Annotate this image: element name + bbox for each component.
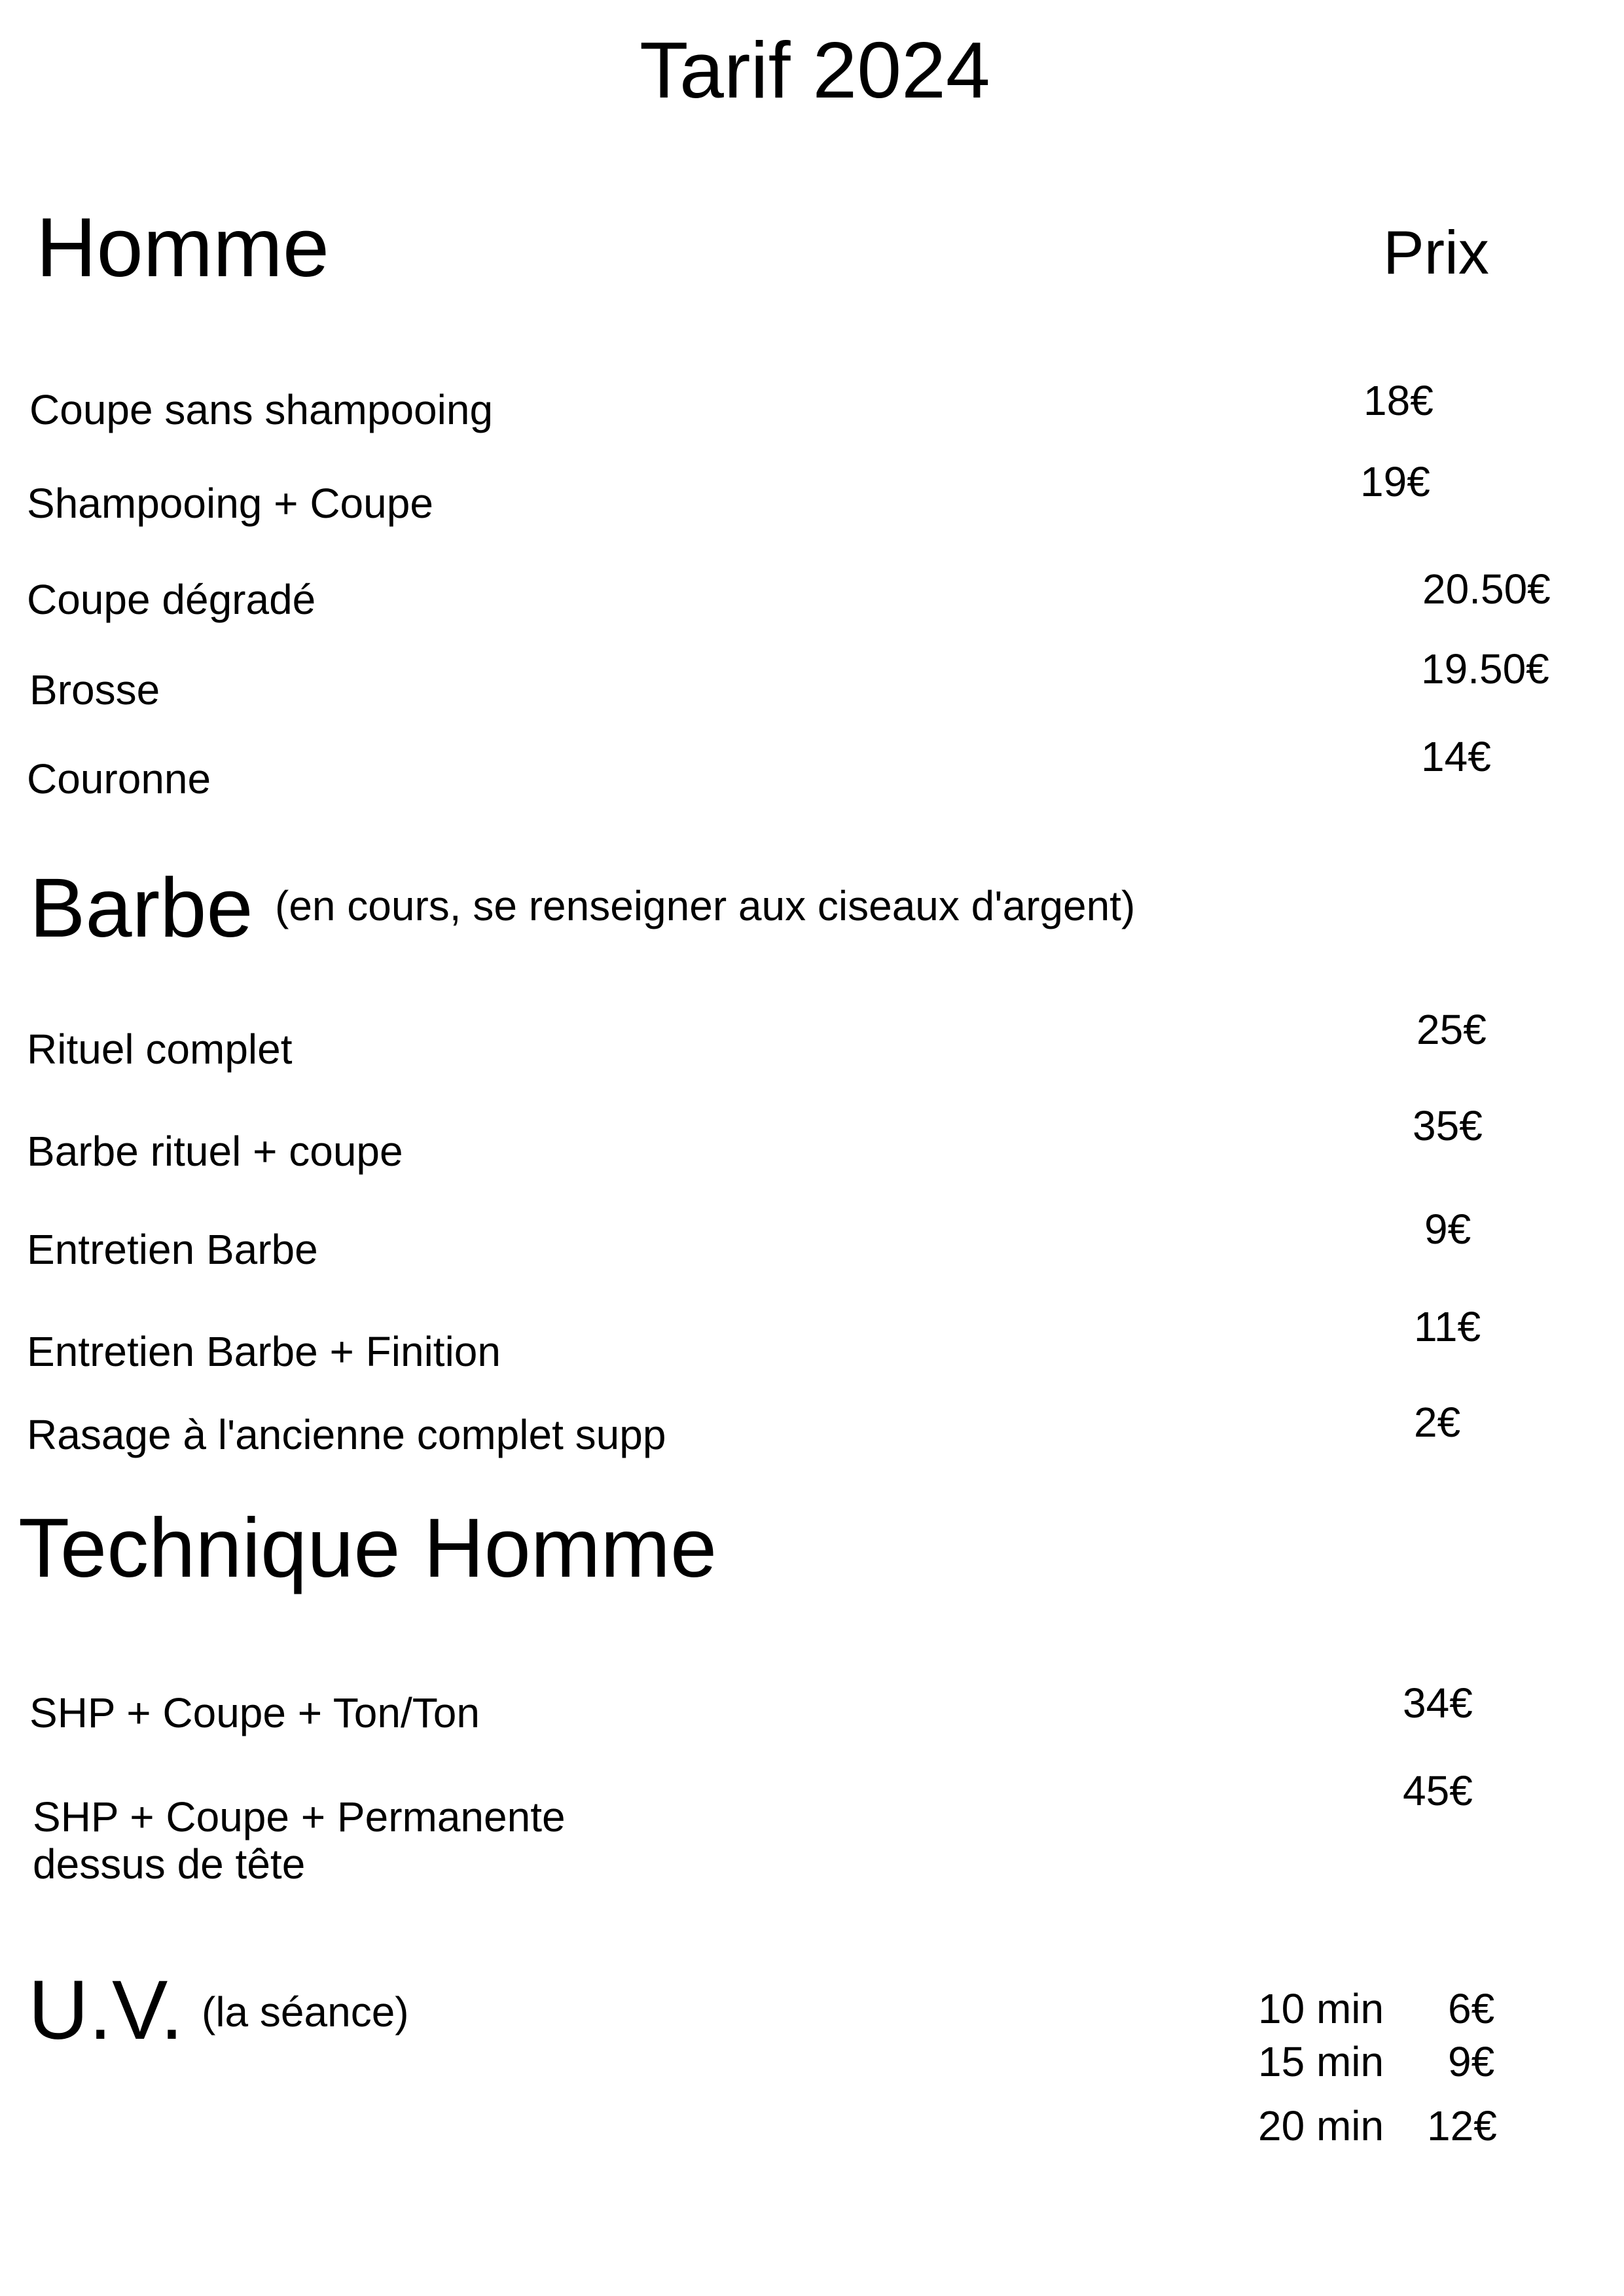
technique-item-label: SHP + Coupe + Ton/Ton <box>29 1689 480 1736</box>
barbe-item-label: Entretien Barbe + Finition <box>27 1328 501 1375</box>
section-note-uv: (la séance) <box>202 1988 409 2036</box>
homme-item-label: Brosse <box>29 666 160 713</box>
technique-item-price: 45€ <box>1403 1767 1473 1814</box>
section-heading-homme: Homme <box>36 201 330 295</box>
uv-duration: 10 min <box>1258 1985 1384 2032</box>
homme-item-price: 14€ <box>1421 733 1491 780</box>
barbe-item-price: 25€ <box>1416 1006 1487 1053</box>
homme-item-label: Couronne <box>27 755 211 802</box>
section-note-barbe: (en cours, se renseigner aux ciseaux d'argent) <box>275 882 1136 929</box>
uv-price: 6€ <box>1448 1985 1495 2032</box>
technique-item-price: 34€ <box>1403 1679 1473 1727</box>
barbe-item-label: Barbe rituel + coupe <box>27 1128 403 1175</box>
technique-item-label-line2: dessus de tête <box>33 1840 306 1888</box>
barbe-item-label: Entretien Barbe <box>27 1226 318 1273</box>
barbe-item-label: Rasage à l'ancienne complet supp <box>27 1411 666 1458</box>
uv-duration: 20 min <box>1258 2102 1384 2149</box>
barbe-item-label: Rituel complet <box>27 1026 293 1073</box>
price-column-header: Prix <box>1383 218 1489 287</box>
barbe-item-price: 35€ <box>1413 1102 1483 1149</box>
homme-item-price: 18€ <box>1363 377 1434 424</box>
section-heading-barbe: Barbe <box>29 861 253 955</box>
barbe-item-price: 9€ <box>1424 1206 1471 1253</box>
uv-price: 9€ <box>1448 2038 1495 2085</box>
homme-item-label: Coupe dégradé <box>27 576 316 623</box>
homme-item-price: 19.50€ <box>1421 645 1549 692</box>
homme-item-price: 19€ <box>1360 458 1430 505</box>
barbe-item-price: 11€ <box>1414 1303 1481 1350</box>
section-heading-uv: U.V. <box>28 1964 184 2057</box>
homme-item-price: 20.50€ <box>1422 565 1551 613</box>
uv-duration: 15 min <box>1258 2038 1384 2085</box>
barbe-item-price: 2€ <box>1414 1399 1461 1446</box>
section-heading-technique: Technique Homme <box>18 1501 717 1595</box>
page-title: Tarif 2024 <box>640 26 990 115</box>
technique-item-label <box>33 1793 566 1888</box>
technique-item-label-line1: SHP + Coupe + Permanente <box>33 1793 566 1840</box>
homme-item-label: Shampooing + Coupe <box>27 480 433 527</box>
uv-price: 12€ <box>1427 2102 1497 2149</box>
homme-item-label: Coupe sans shampooing <box>29 386 494 433</box>
